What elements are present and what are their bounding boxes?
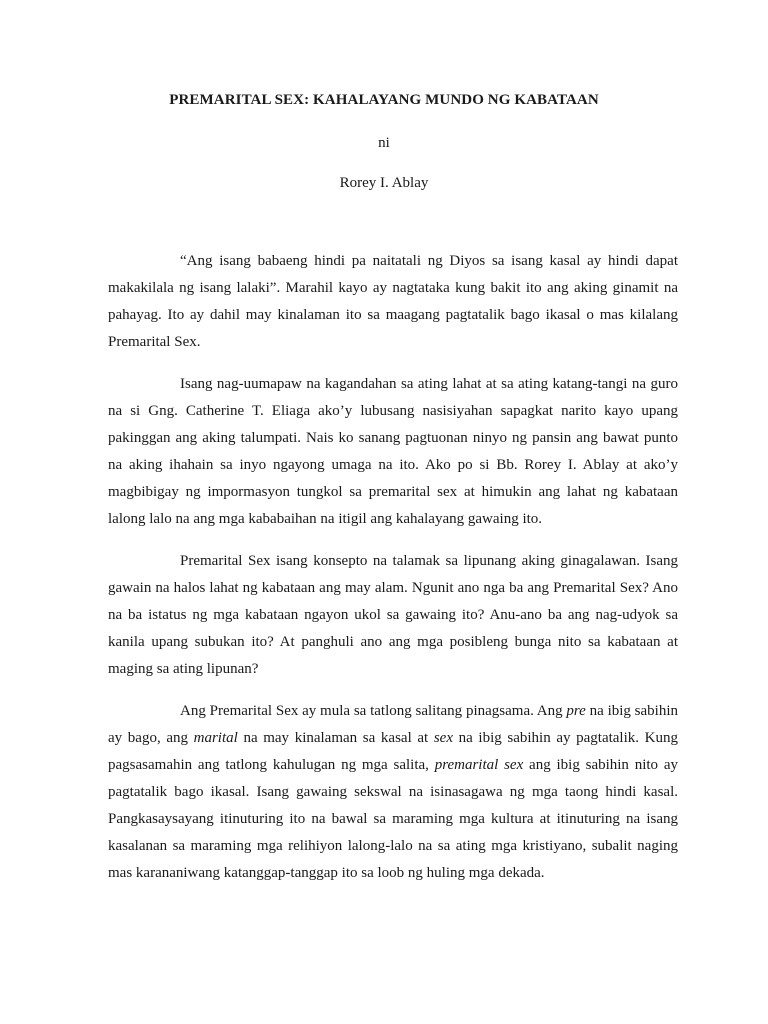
term-premarital-sex: premarital sex — [434, 757, 524, 773]
term-pre: pre — [566, 703, 586, 719]
term-marital: marital — [193, 730, 238, 746]
paragraph-4-text: na ibig sabihin ay bago, ang — [108, 703, 679, 746]
paragraph-4-text: na ibig sabihin ay pagtatalik. Kung pagsasamahin ang tatlong kahulugan ng mga salita, — [108, 730, 678, 773]
paragraph-4 — [108, 698, 678, 887]
author-name: Rorey I. Ablay — [339, 175, 429, 191]
paragraph-4-text: ang ibig sabihin nito ay pagtatalik bago ikasal. Isang gawaing sekswal na isinasagawa ng mga taong hindi kasal. Pangkasaysayang itinuturing ito na bawal sa maraming mga kultura at itinuturing na isang kasalanan sa maraming mga relihiyon lalong-lalo na sa ating mga kristiyano, subalit naging mas karananiwang katanggap-tanggap ito sa loob ng huling mga dekada. — [108, 757, 679, 881]
paragraph-2: Isang nag-uumapaw na kagandahan sa ating lahat at sa ating katang-tangi na guro na si Gng. Catherine T. Eliaga ako’y lubusang nasisiyahan sapagkat narito kayo upang pakinggan ang aking talumpati. Nais ko sanang pagtuonan ninyo ng pansin ang bawat punto na aking ihahain sa inyo ngayong umaga na ito. Ako po si Bb. Rorey I. Ablay at ako’y magbibigay ng impormasyon tungkol sa premarital sex at himukin ang lahat ng kabataan lalong lalo na ang mga kababaihan na itigil ang kahalayang gawaing ito. — [108, 376, 678, 527]
term-sex: sex — [433, 730, 453, 746]
paragraph-4-text: Ang Premarital Sex ay mula sa tatlong salitang pinagsama. Ang — [180, 703, 567, 719]
paragraph-4-text: na may kinalaman sa kasal at — [237, 730, 434, 746]
paragraph-3: Premarital Sex isang konsepto na talamak sa lipunang aking ginagalawan. Isang gawain na halos lahat ng kabataan ang may alam. Ngunit ano nga ba ang Premarital Sex? Ano na ba istatus ng mga kabataan ngayon ukol sa gawaing ito? Anu-ano ba ang nag-udyok sa kanila upang subukan ito? At panghuli ano ang mga posibleng bunga nito sa kabataan at maging sa ating lipunan? — [108, 553, 678, 677]
document-title: PREMARITAL SEX: KAHALAYANG MUNDO NG KABATAAN — [169, 92, 599, 108]
paragraph-1: “Ang isang babaeng hindi pa naitatali ng Diyos sa isang kasal ay hindi dapat makakilala ng isang lalaki”. Marahil kayo ay nagtataka kung bakit ito ang aking ginamit na pahayag. Ito ay dahil may kinalaman ito sa maagang pagtatalik bago ikasal o mas kilalang Premarital Sex. — [108, 253, 678, 350]
byline: ni — [378, 135, 390, 151]
document-body — [108, 248, 678, 902]
